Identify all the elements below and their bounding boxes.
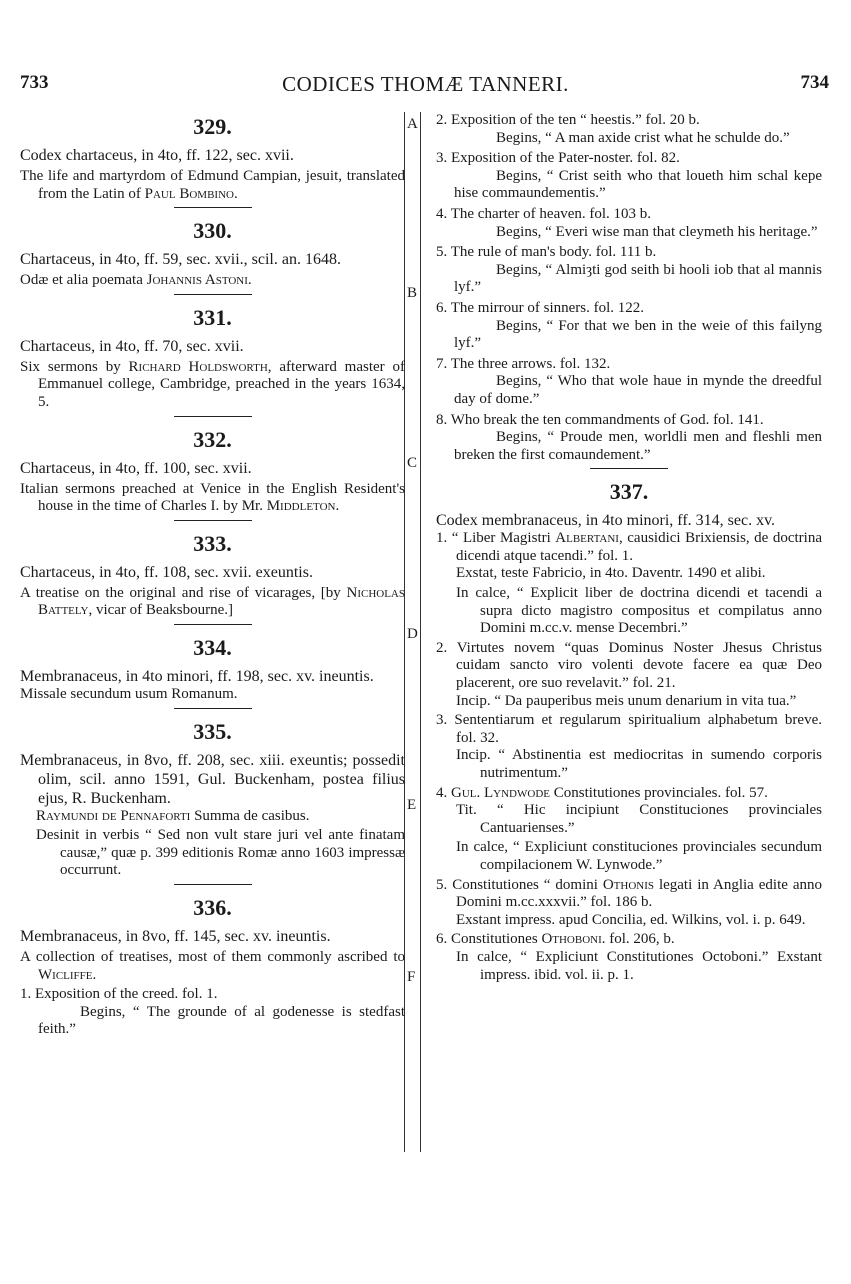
list-item: 8. Who break the ten commandments of God. fol. 141. [436, 411, 764, 428]
entry-description: Membranaceus, in 8vo, ff. 208, sec. xiii. exeuntis; possedit olim, scil. anno 1591, Gul. Buckenham, postea filius ejus, R. Buckenham. [20, 751, 405, 807]
entry-number: 331. [193, 304, 232, 330]
entry-334 [20, 635, 405, 709]
entry-number: 332. [193, 426, 232, 452]
item-incipit: Begins, “ A man axide crist what he schulde do.” [496, 129, 790, 146]
list-item: 5. Constitutiones “ domini Othonis legati in Anglia edite anno Domini m.cc.xxxvii.” fol. 186 b. [436, 876, 822, 911]
list-item: 1. Exposition of the creed. fol. 1. [20, 986, 218, 1003]
separator-rule [174, 708, 252, 709]
entry-330 [20, 218, 405, 295]
entry-content: Six sermons by Richard Holdsworth, afterward master of Emmanuel college, Cambridge, preached in the years 1634, 5. [20, 358, 405, 410]
margin-letter-f: F [407, 969, 416, 985]
item-incipit: Begins, “ For that we ben in the weie of this failyng lyf.” [454, 317, 822, 352]
list-item: 4. The charter of heaven. fol. 103 b. [436, 205, 652, 222]
page-number-right: 734 [800, 72, 829, 93]
separator-rule [174, 416, 252, 417]
entry-329 [20, 114, 405, 208]
entry-content: A treatise on the original and rise of vicarages, [by Nicholas Battely, vicar of Beaksbourne.] [20, 584, 405, 619]
entry-336 [20, 895, 405, 1039]
item-note: In calce, “ Explicit liber de doctrina dicendi et tacendi a supra dicto magistro compositus et compilatus anno Domini m.cc.v. mense Decembri.” [456, 585, 822, 637]
right-column [436, 112, 822, 986]
page-header [0, 72, 851, 102]
entry-content: Italian sermons preached at Venice in the English Resident's house in the time of Charles I. by Mr. Middleton. [20, 480, 405, 515]
item-note: Incip. “ Da pauperibus meis unum denarium in vita tua.” [456, 692, 797, 709]
list-item: 3. Exposition of the Pater-noster. fol. 82. [436, 150, 680, 167]
running-title: CODICES THOMÆ TANNERI. [282, 72, 569, 96]
entry-description: Codex membranaceus, in 4to minori, ff. 314, sec. xv. [436, 512, 776, 530]
separator-rule [174, 294, 252, 295]
item-note: Incip. “ Abstinentia est mediocritas in sumendo corporis nutrimentum.” [456, 747, 822, 781]
list-item: 5. The rule of man's body. fol. 111 b. [436, 244, 657, 261]
item-note: In calce, “ Expliciunt Constitutiones Octoboni.” Exstant impress. ibid. vol. ii. p. 1. [456, 948, 822, 983]
item-incipit: Begins, “ Who that wole haue in mynde the dreedful day of dome.” [454, 373, 822, 407]
entry-333 [20, 531, 405, 625]
item-incipit: Begins, “ The grounde of al godenesse is stedfast feith.” [38, 1003, 405, 1038]
entry-description: Chartaceus, in 4to, ff. 108, sec. xvii. exeuntis. [20, 563, 313, 581]
entry-description: Chartaceus, in 4to, ff. 70, sec. xvii. [20, 337, 244, 355]
item-note: Exstant impress. apud Concilia, ed. Wilkins, vol. i. p. 649. [456, 911, 806, 928]
entry-331 [20, 305, 405, 417]
entry-description: Membranaceus, in 8vo, ff. 145, sec. xv. ineuntis. [20, 927, 331, 945]
entry-335 [20, 719, 405, 885]
entry-number: 330. [193, 218, 232, 244]
list-item: 2. Virtutes novem “quas Dominus Noster Jhesus Christus cuidam sancto viro volenti devote facere ea quæ Deo placerent, ore suo revelavit.” fol. 21. [436, 639, 822, 692]
item-incipit: Begins, “ Everi wise man that cleymeth his heritage.” [496, 223, 818, 240]
entry-337 [436, 479, 822, 984]
margin-letter-e: E [407, 797, 417, 813]
item-note: Exstat, teste Fabricio, in 4to. Daventr. 1490 et alibi. [456, 565, 766, 582]
column-rule-right [420, 112, 421, 1152]
separator-rule [590, 468, 668, 469]
entry-number: 329. [193, 114, 232, 139]
entry-description: Chartaceus, in 4to, ff. 100, sec. xvii. [20, 459, 252, 477]
entry-332 [20, 427, 405, 521]
entry-note: Desinit in verbis “ Sed non vult stare juri vel ante finatam causæ,” quæ p. 399 editionis Romæ anno 1603 impressæ occurrunt. [36, 827, 405, 879]
item-incipit: Begins, “ Proude men, worldli men and fleshli men breken the first comaundement.” [454, 429, 822, 463]
entry-336-continued [436, 112, 822, 469]
margin-letter-c: C [407, 455, 418, 471]
list-item: 3. Sententiarum et regularum spiritualium alphabetum breve. fol. 32. [436, 712, 822, 746]
entry-description: Membranaceus, in 4to minori, ff. 198, sec. xv. ineuntis. [20, 667, 374, 685]
list-item: 6. Constitutiones Othoboni. fol. 206, b. [436, 931, 675, 948]
list-item: 1. “ Liber Magistri Albertani, causidici Brixiensis, de doctrina dicendi atque tacendi.” fol. 1. [436, 530, 822, 564]
item-note: In calce, “ Expliciunt constituciones provinciales secundum compilacionem W. Lynwode.” [456, 839, 822, 873]
entry-content: The life and martyrdom of Edmund Campian, jesuit, translated from the Latin of Paul Bombino. [20, 168, 405, 202]
entry-description: Codex chartaceus, in 4to, ff. 122, sec. xvii. [20, 147, 294, 164]
entry-content: A collection of treatises, most of them commonly ascribed to Wicliffe. [20, 948, 405, 983]
entry-content: Odæ et alia poemata Johannis Astoni. [20, 272, 252, 289]
entry-content: Raymundi de Pennaforti Summa de casibus. [36, 807, 310, 824]
list-item: 7. The three arrows. fol. 132. [436, 355, 611, 372]
item-incipit: Begins, “ Crist seith who that loueth him schal kepe hise commaundementis.” [454, 167, 822, 202]
list-item: 2. Exposition of the ten “ heestis.” fol. 20 b. [436, 112, 700, 128]
list-item: 4. Gul. Lyndwode Constitutiones provinciales. fol. 57. [436, 784, 768, 801]
entry-number: 337. [609, 479, 649, 505]
separator-rule [174, 624, 252, 625]
entry-number: 336. [193, 894, 232, 920]
item-incipit: Begins, “ Almiȝti god seith bi hooli iob that al mannis lyf.” [454, 261, 822, 296]
separator-rule [174, 520, 252, 521]
margin-letter-a: A [407, 116, 418, 132]
entry-number: 335. [193, 718, 232, 744]
left-column [20, 112, 405, 1042]
margin-letter-d: D [407, 626, 418, 642]
entry-description: Chartaceus, in 4to, ff. 59, sec. xvii., scil. an. 1648. [20, 251, 341, 269]
item-note: Tit. “ Hic incipiunt Constituciones provinciales Cantuarienses.” [456, 802, 822, 836]
list-item: 6. The mirrour of sinners. fol. 122. [436, 299, 645, 316]
margin-letter-b: B [407, 285, 418, 301]
separator-rule [174, 207, 252, 208]
page-number-left: 733 [20, 72, 49, 93]
entry-content: Missale secundum usum Romanum. [20, 685, 238, 702]
separator-rule [174, 884, 252, 885]
entry-number: 333. [193, 530, 232, 556]
entry-number: 334. [193, 634, 232, 660]
